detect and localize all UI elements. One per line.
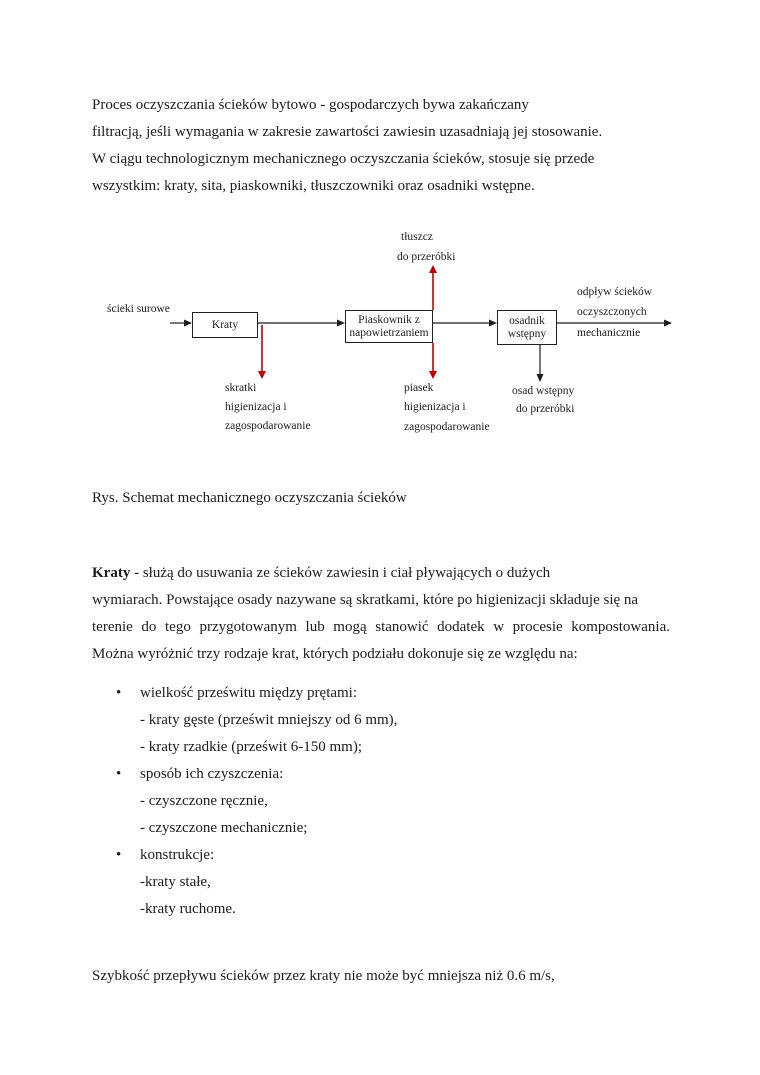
label-odplyw-3: mechanicznie	[577, 327, 641, 339]
arrow-kraty-to-piaskownik	[258, 320, 345, 327]
list-item	[92, 761, 670, 788]
arrow-skratki-down	[258, 325, 266, 379]
closing-line: Szybkość przepływu ścieków przez kraty nie może być mniejsza niż 0.6 m/s,	[92, 968, 555, 984]
kraty-paragraph-line: Można wyróżnić trzy rodzaje krat, których podziału dokonuje się ze względu na:	[92, 646, 578, 662]
bullet-icon: •	[116, 685, 122, 701]
label-piasek-3: zagospodarowanie	[404, 421, 490, 433]
list-subitem: -kraty stałe,	[140, 874, 211, 890]
intro-paragraph	[92, 92, 670, 200]
list-item-label: konstrukcje:	[140, 847, 215, 863]
label-osad-2: do przeróbki	[516, 403, 575, 415]
box-osadnik	[497, 310, 557, 345]
box-piaskownik-label-1: Piaskownik z	[358, 313, 420, 326]
box-piaskownik-label-2: napowietrzaniem	[349, 326, 429, 339]
arrow-piaskownik-to-osadnik	[433, 320, 497, 327]
label-skratki-1: skratki	[225, 382, 257, 394]
list-subitem: - czyszczone mechanicznie;	[140, 820, 308, 836]
figure-caption: Rys. Schemat mechanicznego oczyszczania ścieków	[92, 490, 407, 506]
intro-line: wszystkim: kraty, sita, piaskowniki, tłuszczowniki oraz osadniki wstępne.	[92, 178, 535, 194]
intro-line: filtracją, jeśli wymagania w zakresie zawartości zawiesin uzasadniają jej stosowanie.	[92, 124, 603, 140]
arrow-piasek-down	[429, 343, 437, 379]
label-odplyw-2: oczyszczonych	[577, 306, 647, 318]
process-diagram	[0, 225, 760, 440]
list-subitem: -kraty ruchome.	[140, 901, 236, 917]
kraty-paragraph-line	[92, 560, 670, 587]
label-do-przerobki-top: do przeróbki	[397, 251, 456, 263]
intro-line: W ciągu technologicznym mechanicznego oczyszczania ścieków, stosuje się przede	[92, 151, 595, 167]
label-piasek-1: piasek	[404, 382, 434, 394]
label-scieki-surowe: ścieki surowe	[107, 303, 170, 315]
bullet-icon: •	[116, 847, 122, 863]
arrow-tluszcz-up	[429, 265, 437, 310]
kraty-paragraph	[92, 560, 670, 668]
list-subitem: - kraty gęste (prześwit mniejszy od 6 mm),	[140, 712, 398, 728]
list-item	[92, 842, 670, 869]
label-tluszcz: tłuszcz	[401, 231, 433, 243]
intro-line: Proces oczyszczania ścieków bytowo - gospodarczych bywa zakańczany	[92, 97, 529, 113]
box-osadnik-label-2: wstępny	[507, 327, 547, 340]
kraty-paragraph-line: terenie do tego przygotowanym lub mogą stanowić dodatek w procesie kompostowania.	[92, 619, 670, 635]
box-piaskownik	[345, 310, 433, 343]
label-piasek-2: higienizacja i	[404, 401, 466, 413]
label-odplyw-1: odpływ ścieków	[577, 286, 653, 298]
label-skratki-2: higienizacja i	[225, 401, 287, 413]
list-subitem: - kraty rzadkie (prześwit 6-150 mm);	[140, 739, 363, 755]
list-item-label: sposób ich czyszczenia:	[140, 766, 284, 782]
kraty-paragraph-line: wymiarach. Powstające osady nazywane są skratkami, które po higienizacji składuje się na	[92, 592, 639, 608]
arrow-input	[170, 320, 192, 327]
box-kraty	[192, 312, 258, 338]
kraty-line1-rest: - służą do usuwania ze ścieków zawiesin i ciał pływających o dużych	[130, 565, 551, 581]
list-subitem: - czyszczone ręcznie,	[140, 793, 268, 809]
label-skratki-3: zagospodarowanie	[225, 420, 311, 432]
list-item	[92, 680, 670, 707]
bullet-icon: •	[116, 766, 122, 782]
kraty-term: Kraty	[92, 565, 131, 581]
box-osadnik-label-1: osadnik	[509, 314, 545, 327]
arrow-osad-down	[537, 345, 544, 382]
krat-types-list	[92, 680, 670, 923]
box-kraty-label: Kraty	[211, 318, 239, 331]
list-item-label: wielkość prześwitu między prętami:	[140, 685, 358, 701]
label-osad-1: osad wstępny	[512, 385, 575, 397]
